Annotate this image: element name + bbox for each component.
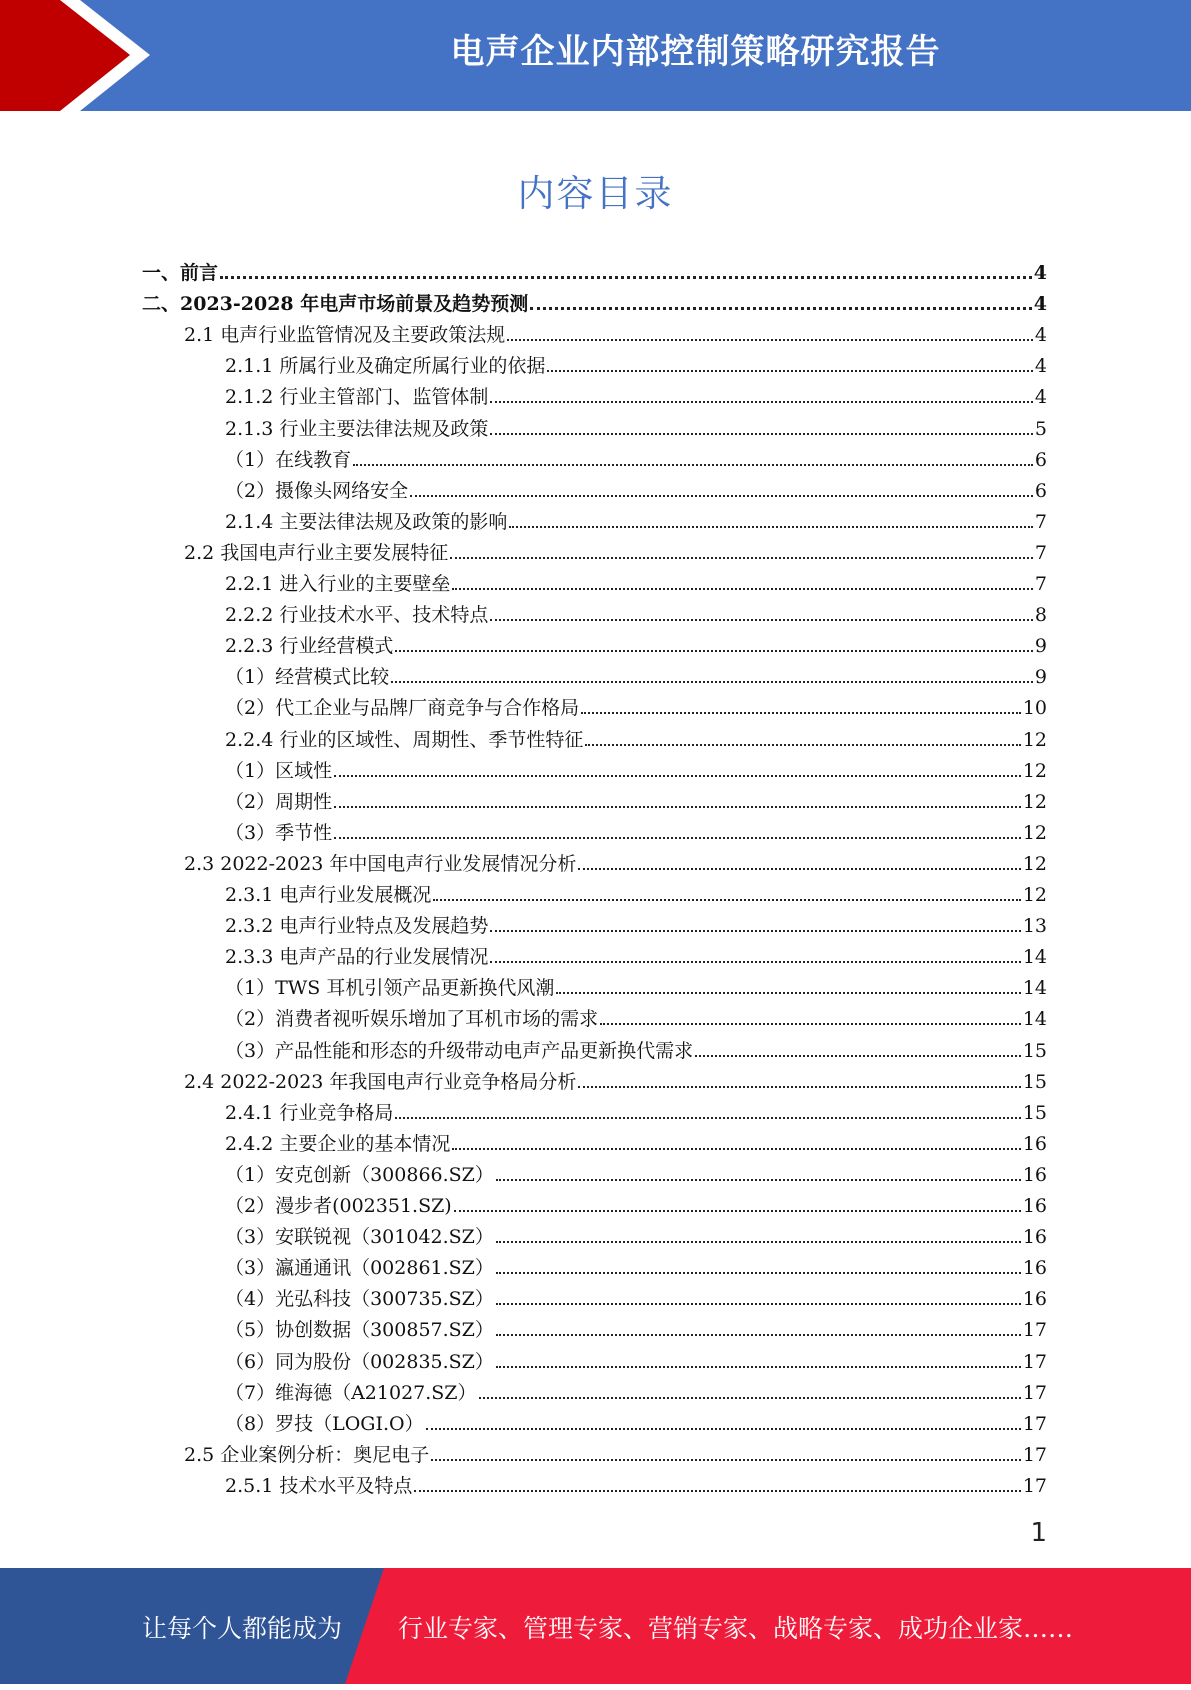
toc-dot-leader xyxy=(530,305,1032,310)
toc-dot-leader xyxy=(479,1395,1021,1399)
toc-entry-title: 2.1.2 行业主管部门、监管体制 xyxy=(225,386,489,409)
toc-entry-title: 2.3.1 电声行业发展概况 xyxy=(225,884,432,906)
toc-dot-leader xyxy=(496,1332,1021,1336)
toc-entry-title: （3）瀛通通讯（002861.SZ） xyxy=(225,1257,494,1280)
toc-entry[interactable] xyxy=(225,1187,1047,1218)
toc-entry-title: 2.2.2 行业技术水平、技术特点 xyxy=(225,604,489,627)
toc-entry-title: 2.3.2 电声行业特点及发展趋势 xyxy=(225,915,489,938)
toc-dot-leader xyxy=(509,524,1033,528)
toc-entry[interactable] xyxy=(225,1467,1047,1498)
toc-entry-page: 17 xyxy=(1022,1381,1047,1404)
toc-entry[interactable] xyxy=(142,254,1047,285)
toc-entry[interactable] xyxy=(225,1125,1047,1156)
footer-banner xyxy=(0,1568,1191,1684)
toc-entry-page: 6 xyxy=(1034,479,1047,502)
toc-entry-page: 17 xyxy=(1022,1443,1047,1466)
toc-entry-title: 2.5 企业案例分析：奥尼电子 xyxy=(184,1443,430,1466)
toc-entry[interactable] xyxy=(225,658,1047,689)
toc-dot-leader xyxy=(490,431,1033,435)
toc-entry-title: 2.2 我国电声行业主要发展特征 xyxy=(184,541,449,564)
toc-entry[interactable] xyxy=(225,472,1047,503)
toc-dot-leader xyxy=(452,1146,1020,1150)
toc-entry[interactable] xyxy=(225,814,1047,845)
page-number: 1 xyxy=(1030,1518,1047,1548)
toc-entry-title: （5）协创数据（300857.SZ） xyxy=(225,1319,494,1342)
toc-entry[interactable] xyxy=(225,503,1047,534)
toc-entry-page: 16 xyxy=(1022,1195,1047,1217)
toc-entry[interactable] xyxy=(225,596,1047,627)
toc-entry-title: 2.2.3 行业经营模式 xyxy=(225,635,394,658)
toc-dot-leader xyxy=(334,835,1021,839)
toc-entry-page: 10 xyxy=(1022,697,1047,720)
toc-entry-title: （3）安联锐视（301042.SZ） xyxy=(225,1226,494,1249)
toc-entry-page: 16 xyxy=(1022,1226,1047,1249)
toc-entry[interactable] xyxy=(225,721,1047,752)
toc-entry-page: 9 xyxy=(1034,635,1047,658)
toc-entry-page: 16 xyxy=(1022,1257,1047,1280)
toc-entry[interactable] xyxy=(184,845,1047,876)
toc-entry-page: 13 xyxy=(1022,915,1047,938)
toc-entry-title: （6）同为股份（002835.SZ） xyxy=(225,1350,494,1373)
toc-dot-leader xyxy=(600,1021,1021,1025)
toc-dot-leader xyxy=(496,1364,1021,1368)
toc-entry-title: （3）季节性 xyxy=(225,821,333,844)
toc-entry[interactable] xyxy=(225,969,1047,1000)
footer-slogan-left: 让每个人都能成为 xyxy=(142,1614,343,1643)
toc-entry-title: 2.1.1 所属行业及确定所属行业的依据 xyxy=(225,355,546,378)
toc-entry-title: 2.1.3 行业主要法律法规及政策 xyxy=(225,417,489,440)
toc-entry-title: 2.4 2022-2023 年我国电声行业竞争格局分析 xyxy=(184,1070,577,1093)
toc-dot-leader xyxy=(490,617,1033,621)
toc-entry-title: （2）摄像头网络安全 xyxy=(225,479,409,502)
toc-entry[interactable] xyxy=(225,1218,1047,1249)
toc-entry-title: （4）光弘科技（300735.SZ） xyxy=(225,1288,494,1311)
toc-entry-page: 4 xyxy=(1034,355,1047,378)
toc-entry-title: （3）产品性能和形态的升级带动电声产品更新换代需求 xyxy=(225,1039,694,1062)
toc-dot-leader xyxy=(496,1239,1021,1243)
toc-dot-leader xyxy=(490,399,1033,403)
toc-dot-leader xyxy=(395,1115,1020,1119)
header-banner xyxy=(0,0,1191,111)
toc-entry-page: 14 xyxy=(1022,1008,1047,1031)
toc-entry[interactable] xyxy=(142,285,1047,316)
toc-dot-leader xyxy=(452,586,1033,590)
toc-entry[interactable] xyxy=(225,1156,1047,1187)
toc-dot-leader xyxy=(490,959,1020,963)
toc-dot-leader xyxy=(507,337,1033,341)
toc-entry-title: （2）代工企业与品牌厂商竞争与合作格局 xyxy=(225,697,580,720)
toc-entry-page: 15 xyxy=(1022,1101,1047,1124)
toc-entry[interactable] xyxy=(225,1343,1047,1374)
toc-heading: 内容目录 xyxy=(517,172,674,215)
toc-entry-title: 2.3 2022-2023 年中国电声行业发展情况分析 xyxy=(184,852,577,875)
toc-entry-page: 16 xyxy=(1022,1163,1047,1186)
toc-entry-page: 7 xyxy=(1034,510,1047,533)
toc-entry-page: 17 xyxy=(1022,1350,1047,1373)
toc-dot-leader xyxy=(585,742,1020,746)
toc-entry-page: 4 xyxy=(1034,386,1047,409)
report-title: 电声企业内部控制策略研究报告 xyxy=(450,32,941,72)
toc-entry-page: 14 xyxy=(1022,946,1047,969)
toc-entry-page: 8 xyxy=(1034,604,1047,627)
toc-dot-leader xyxy=(410,493,1033,497)
toc-entry-page: 7 xyxy=(1034,573,1047,595)
toc-dot-leader xyxy=(578,1084,1020,1088)
toc-dot-leader xyxy=(490,928,1020,932)
toc-entry[interactable] xyxy=(184,316,1047,347)
toc-dot-leader xyxy=(450,555,1033,559)
toc-entry-title: 2.1.4 主要法律法规及政策的影响 xyxy=(225,510,508,533)
toc-entry-title: （1）TWS 耳机引领产品更新换代风潮 xyxy=(225,977,555,1000)
toc-entry[interactable] xyxy=(225,565,1047,596)
toc-entry[interactable] xyxy=(225,1405,1047,1436)
toc-entry-page: 5 xyxy=(1034,417,1047,440)
toc-entry[interactable] xyxy=(225,1000,1047,1031)
toc-entry-page: 15 xyxy=(1022,1070,1047,1093)
toc-entry[interactable] xyxy=(225,1249,1047,1280)
toc-entry-title: 2.4.1 行业竞争格局 xyxy=(225,1101,394,1124)
toc-dot-leader xyxy=(334,804,1021,808)
toc-entry-title: （1）安克创新（300866.SZ） xyxy=(225,1163,494,1186)
toc-entry[interactable] xyxy=(225,347,1047,378)
toc-entry-title: （7）维海德（A21027.SZ） xyxy=(225,1381,477,1404)
toc-dot-leader xyxy=(433,897,1020,901)
toc-entry-page: 14 xyxy=(1022,977,1047,1000)
toc-entry-title: 2.1 电声行业监管情况及主要政策法规 xyxy=(184,324,506,347)
toc-entry-title: 2.5.1 技术水平及特点 xyxy=(225,1474,413,1497)
toc-entry-page: 6 xyxy=(1034,448,1047,471)
toc-entry-page: 4 xyxy=(1033,262,1047,284)
toc-dot-leader xyxy=(695,1053,1021,1057)
toc-entry[interactable] xyxy=(225,1374,1047,1405)
toc-entry-page: 17 xyxy=(1022,1319,1047,1342)
toc-dot-leader xyxy=(426,1426,1021,1430)
toc-entry-page: 12 xyxy=(1022,790,1047,813)
toc-dot-leader xyxy=(220,274,1032,279)
toc-entry[interactable] xyxy=(225,783,1047,814)
toc-entry-title: （1）经营模式比较 xyxy=(225,666,390,689)
toc-entry[interactable] xyxy=(225,410,1047,441)
toc-entry[interactable] xyxy=(225,689,1047,720)
toc-entry-page: 12 xyxy=(1022,759,1047,782)
toc-entry-title: 2.2.4 行业的区域性、周期性、季节性特征 xyxy=(225,728,584,751)
toc-entry-title: （2）漫步者(002351.SZ) xyxy=(225,1195,452,1217)
toc-entry[interactable] xyxy=(225,938,1047,969)
toc-entry-title: 2.3.3 电声产品的行业发展情况 xyxy=(225,946,489,969)
toc-dot-leader xyxy=(454,1208,1021,1212)
toc-dot-leader xyxy=(395,648,1033,652)
toc-entry[interactable] xyxy=(225,752,1047,783)
toc-entry-page: 16 xyxy=(1022,1288,1047,1311)
toc-entry[interactable] xyxy=(225,627,1047,658)
toc-entry-page: 17 xyxy=(1022,1412,1047,1435)
toc-entry-page: 17 xyxy=(1022,1474,1047,1497)
toc-entry-title: （1）区域性 xyxy=(225,759,333,782)
toc-entry[interactable] xyxy=(225,441,1047,472)
toc-entry-page: 4 xyxy=(1033,293,1047,316)
toc-entry[interactable] xyxy=(225,876,1047,907)
toc-dot-leader xyxy=(547,368,1033,372)
toc-entry-page: 12 xyxy=(1022,728,1047,751)
toc-entry-title: 2.4.2 主要企业的基本情况 xyxy=(225,1132,451,1155)
toc-dot-leader xyxy=(496,1301,1021,1305)
toc-entry-title: 二、2023-2028 年电声市场前景及趋势预测 xyxy=(142,293,529,316)
toc-entry[interactable] xyxy=(184,1436,1047,1467)
toc-dot-leader xyxy=(556,990,1020,994)
toc-entry-page: 16 xyxy=(1022,1132,1047,1155)
toc-entry[interactable] xyxy=(225,1311,1047,1342)
toc-entry-title: （1）在线教育 xyxy=(225,448,352,471)
toc-dot-leader xyxy=(334,773,1021,777)
toc-entry[interactable] xyxy=(225,378,1047,409)
toc-entry-title: 一、前言 xyxy=(142,262,219,284)
toc-entry[interactable] xyxy=(225,1032,1047,1063)
toc-dot-leader xyxy=(414,1488,1020,1492)
toc-dot-leader xyxy=(581,710,1021,714)
toc-dot-leader xyxy=(391,679,1033,683)
toc-entry-page: 12 xyxy=(1022,884,1047,906)
toc-entry[interactable] xyxy=(184,534,1047,565)
toc-dot-leader xyxy=(496,1177,1021,1181)
toc-entry-page: 4 xyxy=(1034,324,1047,347)
toc-entry[interactable] xyxy=(184,1063,1047,1094)
toc-entry-title: （2）消费者视听娱乐增加了耳机市场的需求 xyxy=(225,1008,599,1031)
toc-dot-leader xyxy=(578,866,1020,870)
toc-entry-title: 2.2.1 进入行业的主要壁垒 xyxy=(225,573,451,595)
toc-entry-title: （8）罗技（LOGI.O） xyxy=(225,1412,424,1435)
toc-entry-page: 15 xyxy=(1022,1039,1047,1062)
toc-dot-leader xyxy=(496,1270,1021,1274)
toc-entry[interactable] xyxy=(225,1094,1047,1125)
toc-entry-page: 12 xyxy=(1022,821,1047,844)
toc-entry-page: 12 xyxy=(1022,852,1047,875)
toc-entry[interactable] xyxy=(225,1280,1047,1311)
toc-entry-title: （2）周期性 xyxy=(225,790,333,813)
footer-slogan-right: 行业专家、管理专家、营销专家、战略专家、成功企业家…… xyxy=(398,1614,1074,1643)
toc-entry-page: 9 xyxy=(1034,666,1047,689)
toc-dot-leader xyxy=(353,462,1033,466)
toc-entry[interactable] xyxy=(225,907,1047,938)
toc-entry-page: 7 xyxy=(1034,541,1047,564)
toc-dot-leader xyxy=(431,1457,1021,1461)
